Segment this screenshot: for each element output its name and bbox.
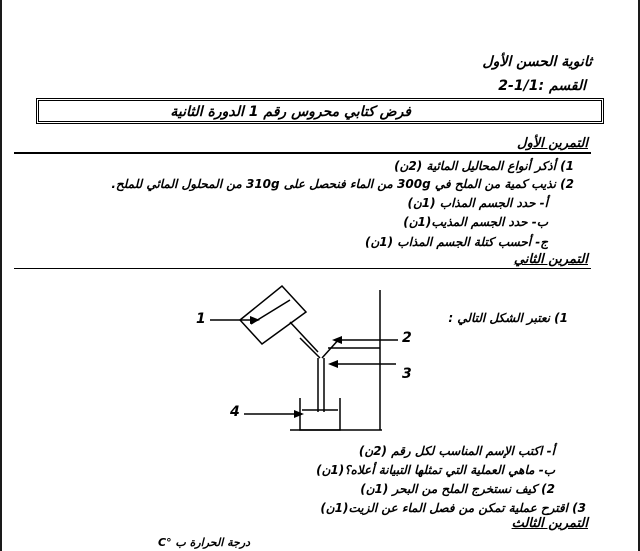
receiving-funnel-left bbox=[300, 338, 320, 358]
exam-title: فرض كتابي محروس رقم 1 الدورة الثانية bbox=[170, 104, 411, 120]
exercise-1-question-2a: أ- حدد الجسم المذاب (1ن) bbox=[407, 196, 548, 210]
exercise-1-question-1: 1) أذكر أنواع المحاليل المائية (2ن) bbox=[394, 159, 574, 173]
diagram-label-2: 2 bbox=[402, 330, 412, 346]
arrow-1-head bbox=[250, 316, 260, 324]
diagram-label-3: 3 bbox=[402, 366, 412, 382]
exercise-2-question-1b: ب- ماهي العملية التي تمثلها التبيانة أعلاه؟(1ن) bbox=[316, 463, 555, 477]
exercise-2-intro: 1) نعتبر الشكل التالي : bbox=[448, 311, 568, 325]
funnel-stem bbox=[290, 322, 318, 352]
exercise-2-question-2: 2) كيف نستخرج الملح من البحر (1ن) bbox=[360, 482, 555, 496]
exercise-1-heading: التمرين الأول bbox=[517, 136, 588, 151]
exercise-2-heading: التمرين الثاني bbox=[513, 252, 588, 267]
decanting-funnel bbox=[240, 286, 306, 344]
diagram-label-4: 4 bbox=[230, 404, 240, 420]
temperature-axis-label: درجة الحرارة ب °C bbox=[158, 536, 251, 549]
class-section: القسم :1/1-2 bbox=[498, 78, 586, 94]
exercise-2-question-3: 3) اقترح عملية تمكن من فصل الماء عن الزيت(1ن) bbox=[320, 501, 586, 515]
exercise-1-question-2c: ج- أحسب كتلة الجسم المذاب (1ن) bbox=[364, 235, 548, 249]
exercise-3-heading: التمرين الثالث bbox=[511, 516, 588, 531]
exercise-1-question-2b: ب- حدد الجسم المذيب(1ن) bbox=[403, 215, 548, 229]
arrow-3-head bbox=[328, 360, 338, 368]
exercise-1-question-2: 2) نذيب كمية من الملح في 300g من الماء فنحصل على 310g من المحلول المائي للملح. bbox=[111, 177, 574, 191]
beaker bbox=[300, 398, 340, 430]
exercise-2-question-1a: أ- اكتب الإسم المناسب لكل رقم (2ن) bbox=[358, 444, 555, 458]
arrow-2-head bbox=[332, 336, 342, 344]
arrow-4-head bbox=[294, 410, 304, 418]
diagram-label-1: 1 bbox=[196, 311, 206, 327]
school-name: ثانوية الحسن الأول bbox=[482, 54, 592, 70]
